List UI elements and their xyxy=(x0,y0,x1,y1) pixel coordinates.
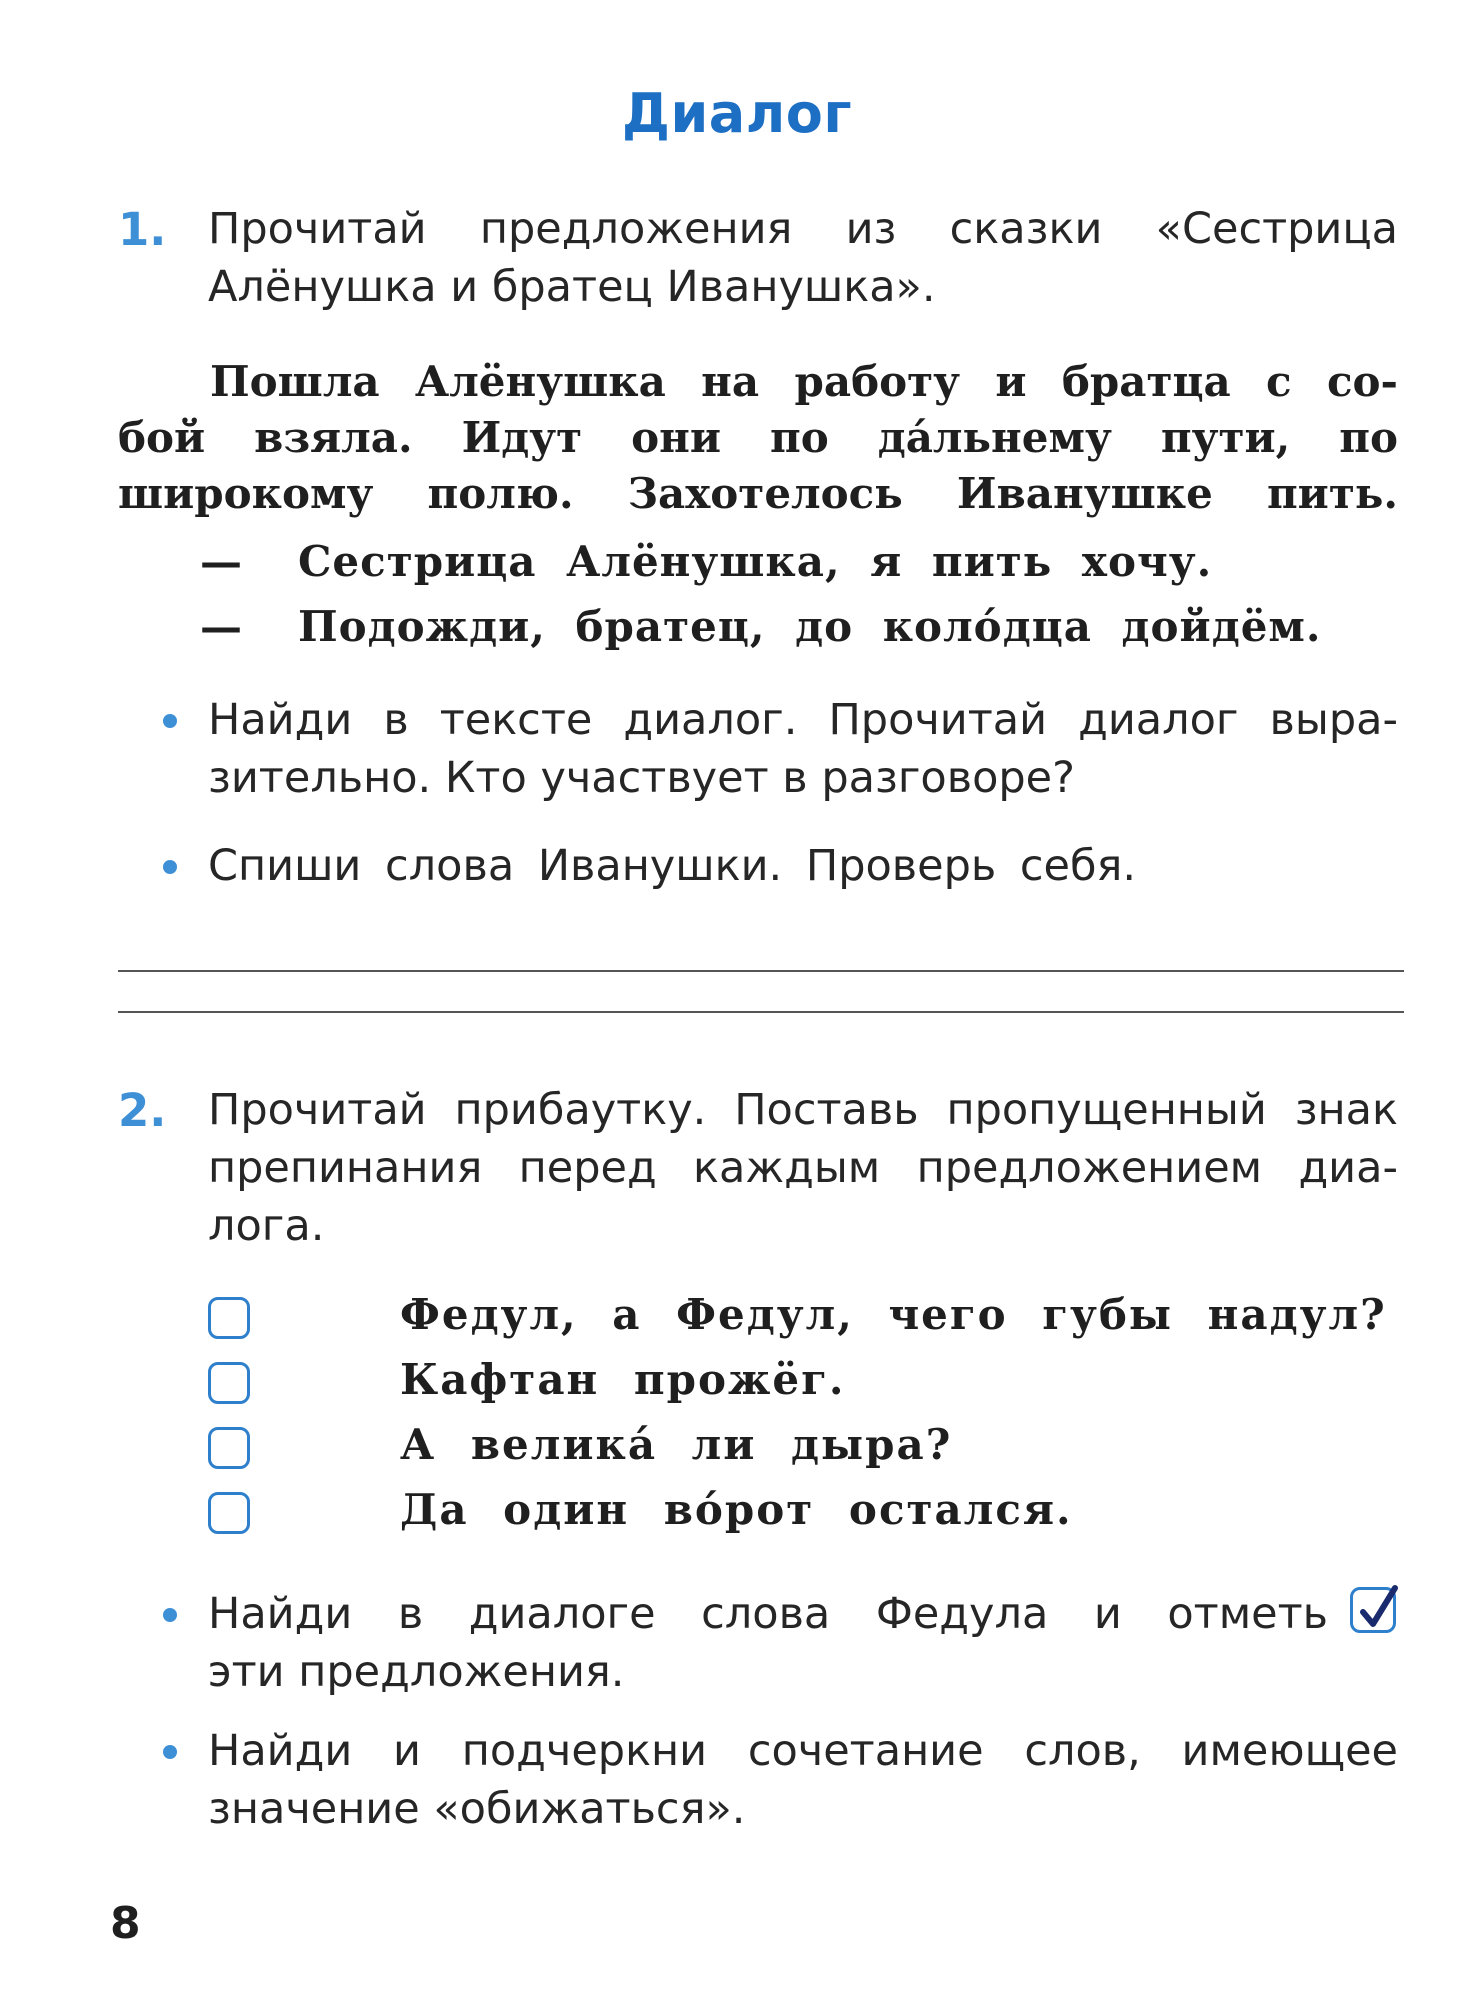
bullet-line: Спиши слова Иванушки. Проверь себя. xyxy=(208,841,1137,891)
dialog-line-2 xyxy=(200,602,1322,651)
bullet-line: эти предложения. xyxy=(208,1647,625,1697)
bullet-icon xyxy=(163,1745,177,1759)
story-passage-line: Пошла Алёнушка на работу и братца с со- xyxy=(210,357,1398,406)
page-title: Диалог xyxy=(621,82,853,145)
rhyme-line: Кафтан прожёг. xyxy=(400,1355,846,1404)
task-2-instruction xyxy=(208,1081,1398,1255)
story-passage-line: бой взяла. Идут они по да́льнему пути, по xyxy=(118,413,1398,462)
story-passage-line: широкому полю. Захотелось Иванушке пить. xyxy=(118,469,1398,518)
bullet-line: значение «обижаться». xyxy=(208,1784,746,1834)
bullet-line: зительно. Кто участвует в разговоре? xyxy=(208,753,1075,803)
story-passage xyxy=(118,354,1398,522)
bullet-line: Найди в тексте диалог. Прочитай диалог выра- xyxy=(208,695,1398,745)
dialog-line-1 xyxy=(200,537,1212,586)
page-number: 8 xyxy=(110,1898,141,1949)
task-1-bullet-2 xyxy=(208,837,1398,895)
rhyme-line: А велика́ ли дыра? xyxy=(400,1420,953,1469)
answer-line[interactable] xyxy=(118,1011,1404,1013)
bullet-line: Найди и подчеркни сочетание слов, имеющее xyxy=(208,1726,1398,1776)
punctuation-box[interactable] xyxy=(208,1492,250,1534)
task-2-bullet-1-cont xyxy=(208,1643,1398,1701)
dialog-text: Подожди, братец, до коло́дца дойдём. xyxy=(298,602,1322,651)
task-2-bullet-2 xyxy=(208,1722,1398,1838)
rhyme-line: Да один во́рот остался. xyxy=(400,1485,1073,1534)
punctuation-box[interactable] xyxy=(208,1297,250,1339)
punctuation-box[interactable] xyxy=(208,1362,250,1404)
bullet-icon xyxy=(163,714,177,728)
dialog-dash: — xyxy=(200,602,243,651)
task-1-instruction xyxy=(208,200,1398,316)
dialog-text: Сестрица Алёнушка, я пить хочу. xyxy=(298,537,1213,586)
dialog-dash: — xyxy=(200,537,243,586)
task-2-number: 2. xyxy=(118,1084,167,1137)
task-1-instruction-line: Прочитай предложения из сказки «Сестрица xyxy=(208,204,1398,254)
task-1-number: 1. xyxy=(118,203,167,256)
rhyme-line: Федул, а Федул, чего губы надул? xyxy=(400,1290,1387,1339)
task-1-instruction-line: Алёнушка и братец Иванушка». xyxy=(208,262,936,312)
bullet-icon xyxy=(163,860,177,874)
bullet-line: Найди в диалоге слова Федула и отметь xyxy=(208,1589,1328,1639)
task-2-instruction-line: лога. xyxy=(208,1201,325,1251)
task-2-bullet-1 xyxy=(208,1585,1328,1643)
task-2-instruction-line: препинания перед каждым предложением диа- xyxy=(208,1143,1398,1193)
answer-line[interactable] xyxy=(118,970,1404,972)
task-1-bullet-1 xyxy=(208,691,1398,807)
punctuation-box[interactable] xyxy=(208,1427,250,1469)
bullet-icon xyxy=(163,1608,177,1622)
task-2-instruction-line: Прочитай прибаутку. Поставь пропущенный знак xyxy=(208,1085,1398,1135)
checkmark-icon xyxy=(1350,1587,1396,1633)
checkmark-glyph-icon xyxy=(1357,1584,1401,1632)
